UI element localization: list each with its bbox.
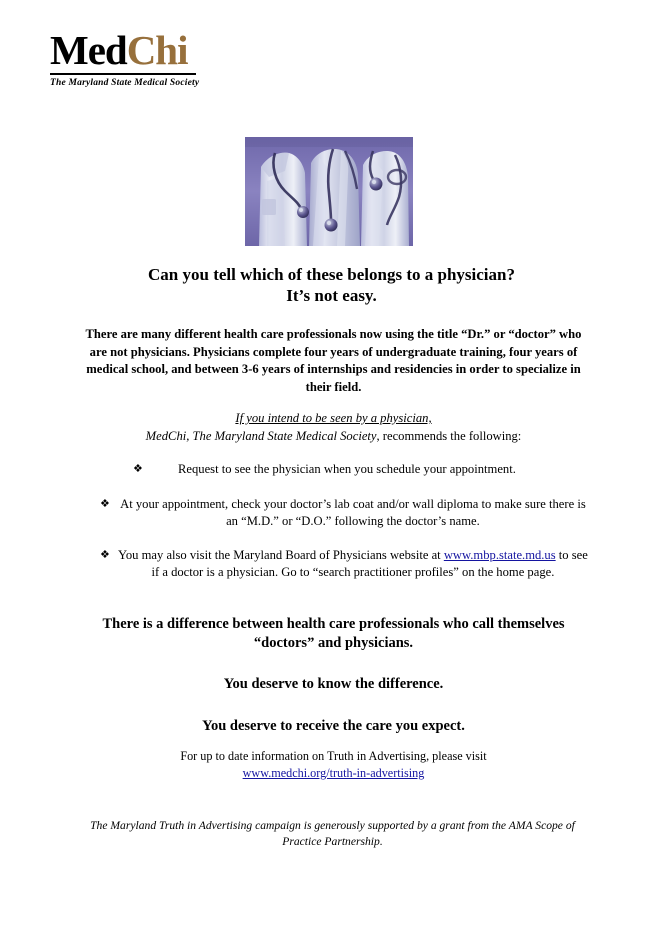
logo-word-med: Med [50, 27, 127, 73]
headline [60, 264, 603, 306]
lab-coats-photo [245, 137, 413, 246]
list-item-text-after: to see if a doctor is a physician. Go to “search practitioner profiles” on the home page. [151, 548, 588, 579]
headline-line-2: It’s not easy. [286, 286, 377, 305]
headline-line-1: Can you tell which of these belongs to a physician? [148, 265, 515, 284]
fleuron-bullet-icon: ❖ [100, 498, 110, 510]
medchi-website-link[interactable]: www.medchi.org/truth-in-advertising [242, 766, 425, 780]
list-item [78, 496, 598, 530]
list-item-text-before: You may also visit the Maryland Board of Physicians website at [118, 548, 444, 562]
fleuron-bullet-icon: ❖ [133, 463, 143, 475]
recommendation-line-2 [78, 427, 589, 445]
medchi-logo [50, 28, 200, 90]
fleuron-bullet-icon: ❖ [100, 549, 110, 561]
statement-line-3: You deserve to receive the care you expect. [202, 718, 465, 734]
recommendation-line-2-rest: , recommends the following: [376, 429, 522, 443]
mbp-website-link[interactable]: www.mbp.state.md.us [443, 548, 556, 562]
logo-wordmark [50, 28, 200, 72]
recommendation-org-name: MedChi, The Maryland State Medical Society [145, 429, 377, 443]
footer-info-text: For up to date information on Truth in Advertising, please visit [180, 749, 487, 763]
list-item-text: Request to see the physician when you schedule your appointment. [178, 462, 516, 476]
list-item [78, 461, 598, 478]
logo-tagline: The Maryland State Medical Society [50, 78, 200, 88]
footer-credit: The Maryland Truth in Advertising campaign is generously supported by a grant from the AMA Scope of Practice Partnership. [90, 819, 575, 848]
intro-paragraph: There are many different health care professionals now using the title “Dr.” or “doctor” who are not physicians. Physicians complete four years of undergraduate training, four years of medical school, and between 3-6 years of internships and residencies in order to specialize in their field. [85, 327, 582, 394]
list-item [78, 547, 598, 581]
statement-line-1: There is a difference between health care professionals who call themselves “doctors” and physicians. [102, 616, 565, 651]
list-item-text: At your appointment, check your doctor’s lab coat and/or wall diploma to make sure there is an “M.D.” or “D.O.” following the doctor’s name. [120, 497, 586, 528]
footer-info [90, 748, 577, 782]
logo-divider [50, 73, 196, 75]
recommendation-bullet-list [78, 461, 598, 596]
lab-coats-illustration [245, 137, 413, 246]
statement-line-2: You deserve to know the difference. [223, 676, 444, 692]
recommendation-lead-in [78, 409, 589, 445]
list-item-text [118, 547, 588, 581]
closing-statement [90, 615, 577, 736]
recommendation-line-1: If you intend to be seen by a physician, [235, 411, 432, 425]
logo-word-chi: Chi [126, 27, 188, 73]
